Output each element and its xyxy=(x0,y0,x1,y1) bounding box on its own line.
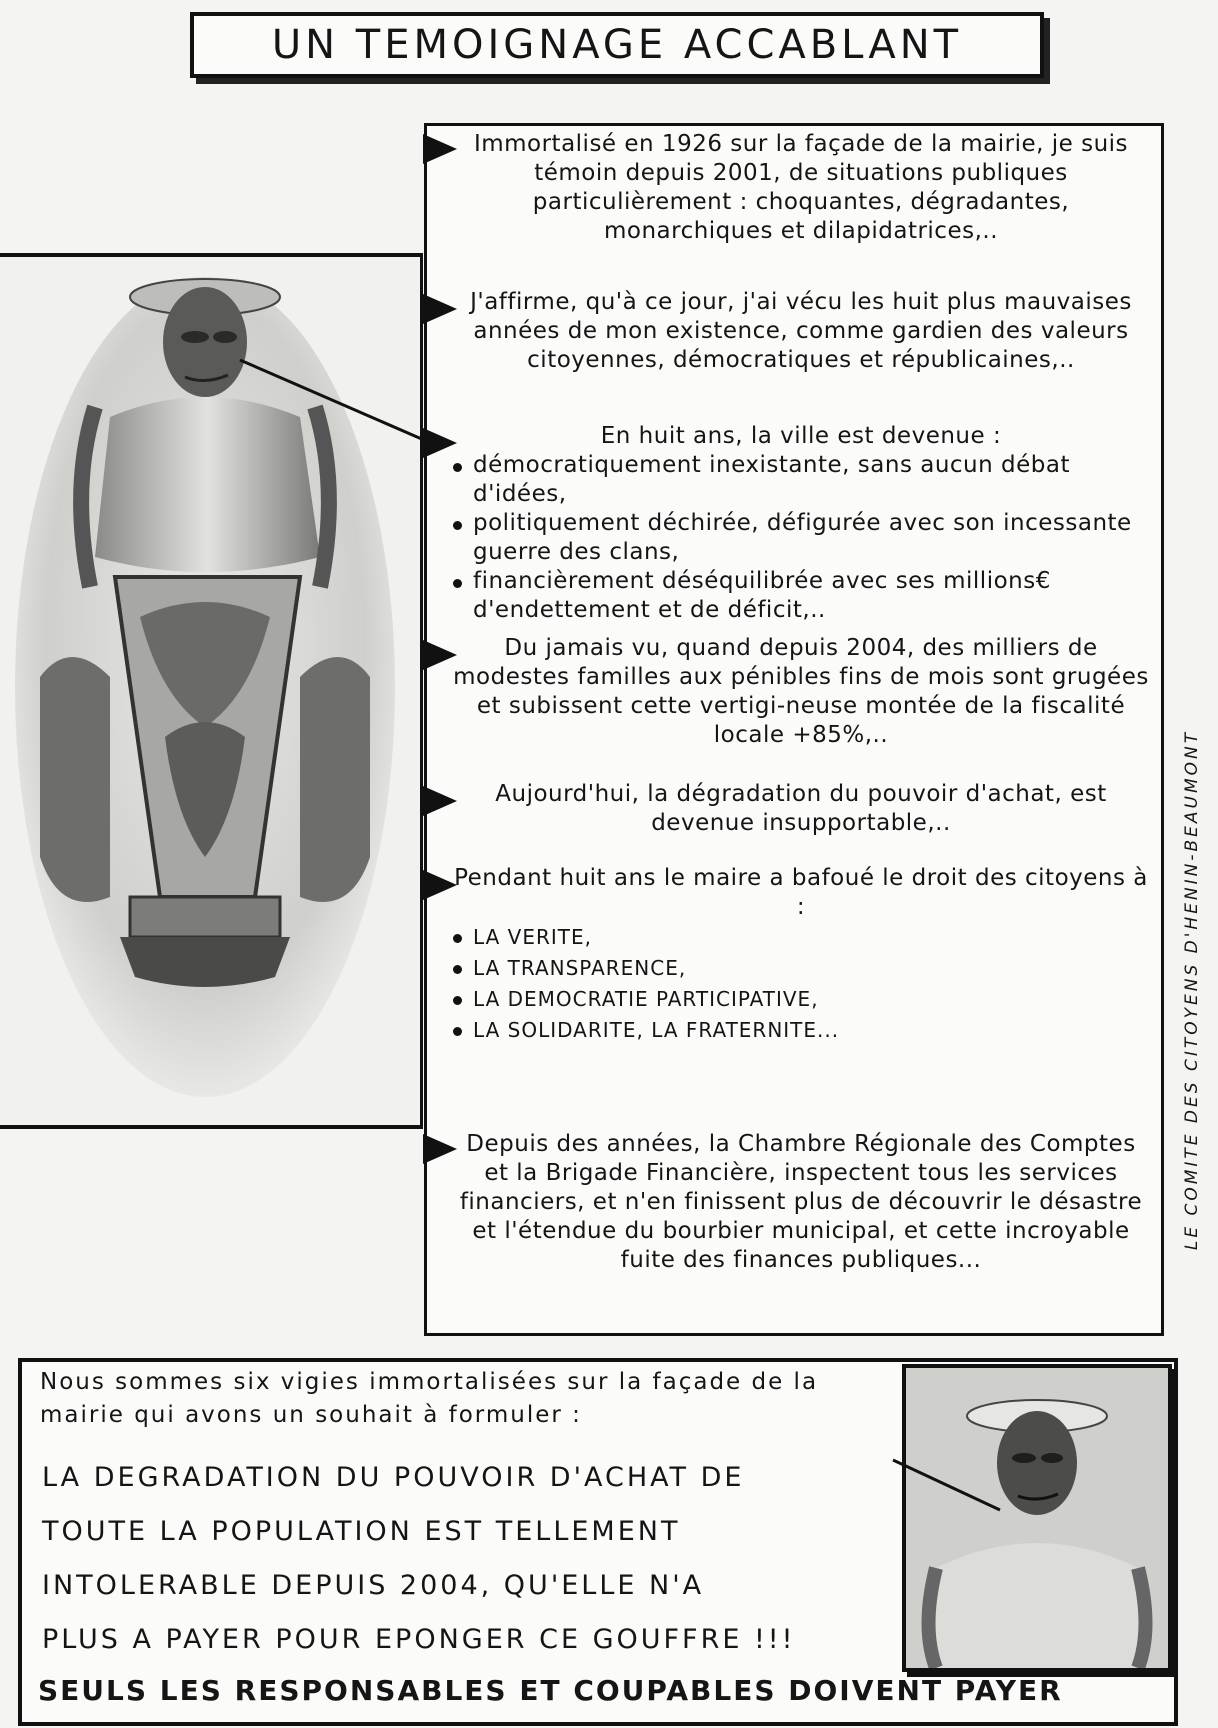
list-item: LA SOLIDARITE, LA FRATERNITE... xyxy=(451,1015,1151,1046)
bottom-message-box xyxy=(18,1358,1178,1726)
bottom-line: LA DEGRADATION DU POUVOIR D'ACHAT DE xyxy=(42,1462,745,1493)
bottom-line: TOUTE LA POPULATION EST TELLEMENT xyxy=(42,1516,681,1547)
paragraph-3 xyxy=(451,422,1151,625)
paragraph-7: Depuis des années, la Chambre Régionale des Comptes et la Brigade Financière, inspectent tous les services financiers, et n'en finissent plus de découvrir le désastre et l'étendue du bourbier municipal, et cette incroyable fuite des finances publiques... xyxy=(459,1131,1143,1273)
list-item: politiquement déchirée, défigurée avec son incessante guerre des clans, xyxy=(451,509,1151,567)
list-item: démocratiquement inexistante, sans aucun débat d'idées, xyxy=(451,451,1151,509)
bottom-line: PLUS A PAYER POUR EPONGER CE GOUFFRE !!! xyxy=(42,1624,796,1655)
list-item: financièrement déséquilibrée avec ses millions€ d'endettement et de déficit,.. xyxy=(451,567,1151,625)
portrait-photo xyxy=(902,1364,1172,1672)
paragraph-5: Aujourd'hui, la dégradation du pouvoir d'achat, est devenue insupportable,.. xyxy=(495,781,1107,836)
paragraph-6 xyxy=(451,864,1151,1046)
page-title: UN TEMOIGNAGE ACCABLANT xyxy=(190,12,1044,78)
paragraph-3-lead: En huit ans, la ville est devenue : xyxy=(600,423,1002,449)
bottom-line: INTOLERABLE DEPUIS 2004, QU'ELLE N'A xyxy=(42,1570,705,1601)
statue-photo xyxy=(0,253,423,1129)
paragraph-1: Immortalisé en 1926 sur la façade de la mairie, je suis témoin depuis 2001, de situations publiques particulièrement : choquantes, dégradantes, monarchiques et dilapidatrices,.. xyxy=(473,131,1129,244)
bottom-intro: Nous sommes six vigies immortalisées sur la façade de la mairie qui avons un souhait à formuler : xyxy=(40,1369,819,1428)
side-signature xyxy=(1172,640,1212,1340)
statue-illustration xyxy=(0,257,418,1123)
side-signature-text: LE COMITE DES CITOYENS D'HENIN-BEAUMONT xyxy=(1182,729,1203,1251)
list-item: LA TRANSPARENCE, xyxy=(451,953,1151,984)
list-item: LA DEMOCRATIE PARTICIPATIVE, xyxy=(451,984,1151,1015)
list-item: LA VERITE, xyxy=(451,922,1151,953)
bottom-final-statement: SEULS LES RESPONSABLES ET COUPABLES DOIVENT PAYER xyxy=(38,1674,1063,1707)
paragraph-2: J'affirme, qu'à ce jour, j'ai vécu les huit plus mauvaises années de mon existence, comme gardien des valeurs citoyennes, démocratiques et républicaines,.. xyxy=(470,289,1132,373)
paragraph-4: Du jamais vu, quand depuis 2004, des milliers de modestes familles aux pénibles fins de mois sont grugées et subissent cette vertigi-neuse montée de la fiscalité locale +85%,.. xyxy=(453,635,1149,748)
testimony-panel xyxy=(424,123,1164,1336)
portrait-illustration xyxy=(906,1368,1168,1668)
paragraph-6-lead: Pendant huit ans le maire a bafoué le droit des citoyens à : xyxy=(454,865,1148,920)
